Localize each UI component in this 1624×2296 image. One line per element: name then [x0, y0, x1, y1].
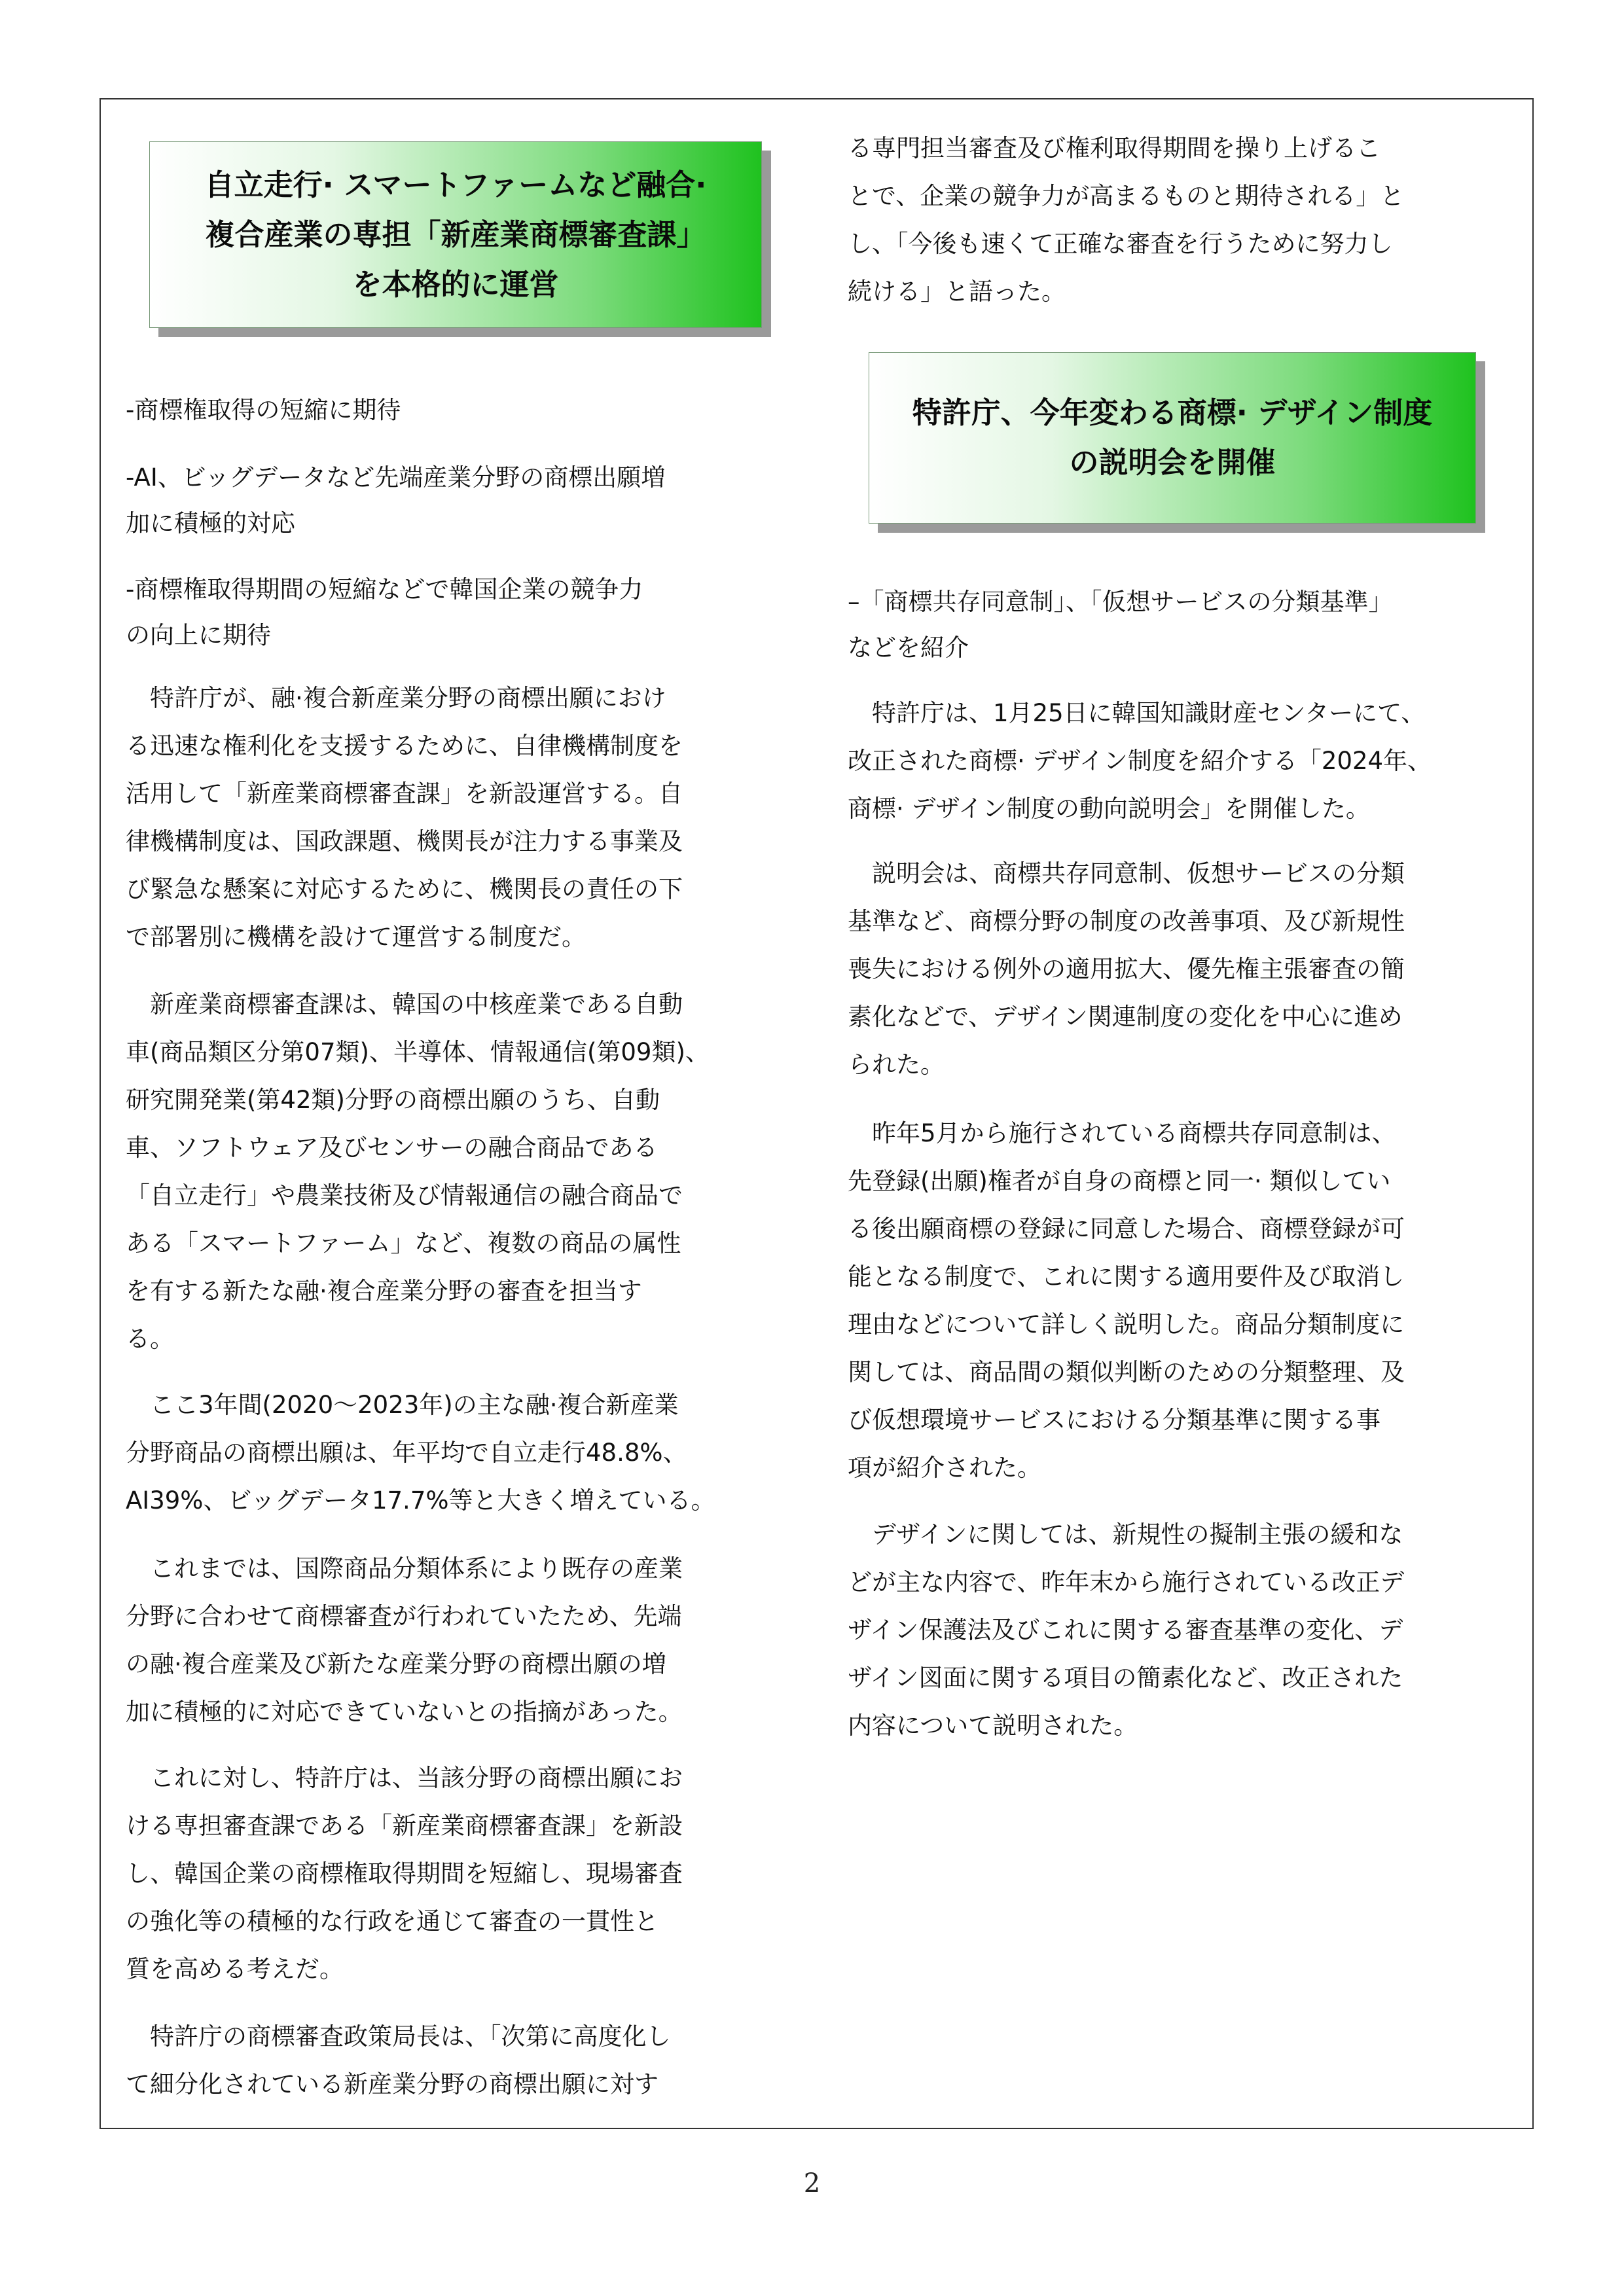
text-line: る専門担当審査及び権利取得期間を操り上げるこ [848, 134, 1380, 162]
bullet-line: -商標権取得期間の短縮などで韓国企業の競争力 [126, 575, 643, 603]
body-paragraph [848, 1511, 1509, 1749]
text-line: 新産業商標審査課は、韓国の中核産業である自動 [126, 990, 683, 1018]
article-title-line: 特許庁、今年変わる商標· デザイン制度 [912, 395, 1433, 430]
text-line: び緊急な懸案に対応するために、機関長の責任の下 [126, 875, 683, 903]
text-line: る迅速な権利化を支援するために、自律機構制度を [126, 732, 683, 760]
text-line: ザイン図面に関する項目の簡素化など、改正された [848, 1664, 1403, 1692]
body-paragraph [126, 980, 787, 1363]
subtitle-bullet [126, 387, 401, 433]
text-line: し、韓国企業の商標権取得期間を短縮し、現場審査 [126, 1859, 683, 1888]
text-line: 先登録(出願)権者が自身の商標と同一· 類似してい [848, 1167, 1391, 1195]
text-line: ける専担審査課である「新産業商標審査課」を新設 [126, 1812, 683, 1840]
text-line: 分野商品の商標出願は、年平均で自立走行48.8%、 [126, 1439, 687, 1467]
article-title-line: の説明会を開催 [1069, 445, 1276, 480]
text-line: 関しては、商品間の類似判断のための分類整理、及 [848, 1358, 1405, 1386]
article-title-box [149, 141, 762, 328]
text-line: これまでは、国際商品分類体系により既存の産業 [126, 1554, 683, 1583]
text-line: られた。 [848, 1050, 945, 1079]
subtitle-bullet [848, 579, 1393, 671]
bullet-line: -商標権取得の短縮に期待 [126, 396, 401, 424]
article-title-line: 複合産業の専担「新産業商標審査課」 [205, 217, 706, 252]
text-line: 基準など、商標分野の制度の改善事項、及び新規性 [848, 907, 1405, 935]
text-line: これに対し、特許庁は、当該分野の商標出願にお [126, 1764, 683, 1792]
article-title-line: を本格的に運営 [352, 266, 559, 302]
text-line: び仮想環境サービスにおける分類基準に関する事 [848, 1406, 1380, 1434]
article-title-box [869, 352, 1476, 524]
subtitle-bullet [126, 567, 643, 658]
bullet-line: の向上に期待 [126, 621, 271, 649]
text-line: を有する新たな融·複合産業分野の審査を担当す [126, 1277, 642, 1305]
body-paragraph [126, 1381, 787, 1524]
page-number: 2 [803, 2168, 821, 2198]
bullet-line: などを紹介 [848, 634, 969, 662]
bullet-line: –「商標共存同意制」、「仮想サービスの分類基準」 [848, 588, 1393, 616]
body-paragraph [126, 1754, 787, 1993]
text-line: し、「今後も速くて正確な審査を行うために努力し [848, 230, 1393, 258]
body-paragraph [848, 850, 1509, 1088]
text-line: 改正された商標· デザイン制度を紹介する「2024年、 [848, 747, 1432, 775]
text-line: 説明会は、商標共存同意制、仮想サービスの分類 [848, 859, 1405, 888]
body-paragraph [126, 674, 787, 961]
body-paragraph [126, 2013, 787, 2108]
text-line: 商標· デザイン制度の動向説明会」を開催した。 [848, 795, 1370, 823]
text-line: ザイン保護法及びこれに関する審査基準の変化、デ [848, 1616, 1403, 1644]
body-paragraph [848, 1109, 1509, 1492]
text-line: 内容について説明された。 [848, 1712, 1138, 1740]
body-paragraph [848, 689, 1509, 833]
text-line: 車、ソフトウェア及びセンサーの融合商品である [126, 1134, 658, 1162]
text-line: 律機構制度は、国政課題、機関長が注力する事業及 [126, 827, 683, 855]
body-paragraph [126, 1545, 787, 1736]
bullet-line: -AI、ビッグデータなど先端産業分野の商標出願増 [126, 463, 666, 492]
text-line: 車(商品類区分第07類)、半導体、情報通信(第09類)、 [126, 1038, 710, 1066]
text-line: 研究開発業(第42類)分野の商標出願のうち、自動 [126, 1086, 660, 1114]
text-line: て細分化されている新産業分野の商標出願に対す [126, 2070, 659, 2098]
text-line: 続ける」と語った。 [848, 278, 1066, 306]
text-line: 特許庁は、1月25日に韓国知識財産センターにて、 [848, 699, 1426, 727]
text-line: デザインに関しては、新規性の擬制主張の緩和な [848, 1520, 1403, 1549]
text-line: で部署別に機構を設けて運営する制度だ。 [126, 923, 586, 951]
text-line: る。 [126, 1325, 174, 1353]
text-line: 分野に合わせて商標審査が行われていたため、先端 [126, 1602, 682, 1630]
text-line: 素化などで、デザイン関連制度の変化を中心に進め [848, 1003, 1403, 1031]
text-line: 理由などについて詳しく説明した。商品分類制度に [848, 1310, 1405, 1338]
text-line: 昨年5月から施行されている商標共存同意制は、 [848, 1119, 1396, 1147]
text-line: 特許庁の商標審査政策局長は、「次第に高度化し [126, 2022, 671, 2051]
text-line: 活用して「新産業商標審査課」を新設運営する。自 [126, 780, 683, 808]
text-line: ここ3年間(2020～2023年)の主な融·複合新産業 [126, 1391, 679, 1419]
text-line: 項が紹介された。 [848, 1454, 1041, 1482]
article-title-line: 自立走行· スマートファームなど融合· [204, 167, 707, 202]
text-line: 特許庁が、融·複合新産業分野の商標出願におけ [126, 684, 666, 712]
text-line: どが主な内容で、昨年末から施行されている改正デ [848, 1568, 1405, 1596]
text-line: 質を高める考えだ。 [126, 1955, 344, 1983]
text-line: AI39%、ビッグデータ17.7%等と大きく増えている。 [126, 1486, 715, 1515]
text-line: 能となる制度で、これに関する適用要件及び取消し [848, 1263, 1405, 1291]
text-line: 「自立走行」や農業技術及び情報通信の融合商品で [126, 1181, 683, 1210]
bullet-line: 加に積極的対応 [126, 509, 295, 537]
text-line: 加に積極的に対応できていないとの指摘があった。 [126, 1698, 683, 1726]
text-line: の融·複合産業及び新たな産業分野の商標出願の増 [126, 1650, 666, 1678]
text-line: とで、企業の競争力が高まるものと期待される」と [848, 182, 1405, 210]
text-line: ある「スマートファーム」など、複数の商品の属性 [126, 1229, 681, 1257]
subtitle-bullet [126, 455, 665, 547]
text-line: 喪失における例外の適用拡大、優先権主張審査の簡 [848, 955, 1405, 983]
continuation-paragraph [848, 124, 1509, 315]
text-line: る後出願商標の登録に同意した場合、商標登録が可 [848, 1215, 1405, 1243]
text-line: の強化等の積極的な行政を通じて審査の一貫性と [126, 1907, 659, 1935]
